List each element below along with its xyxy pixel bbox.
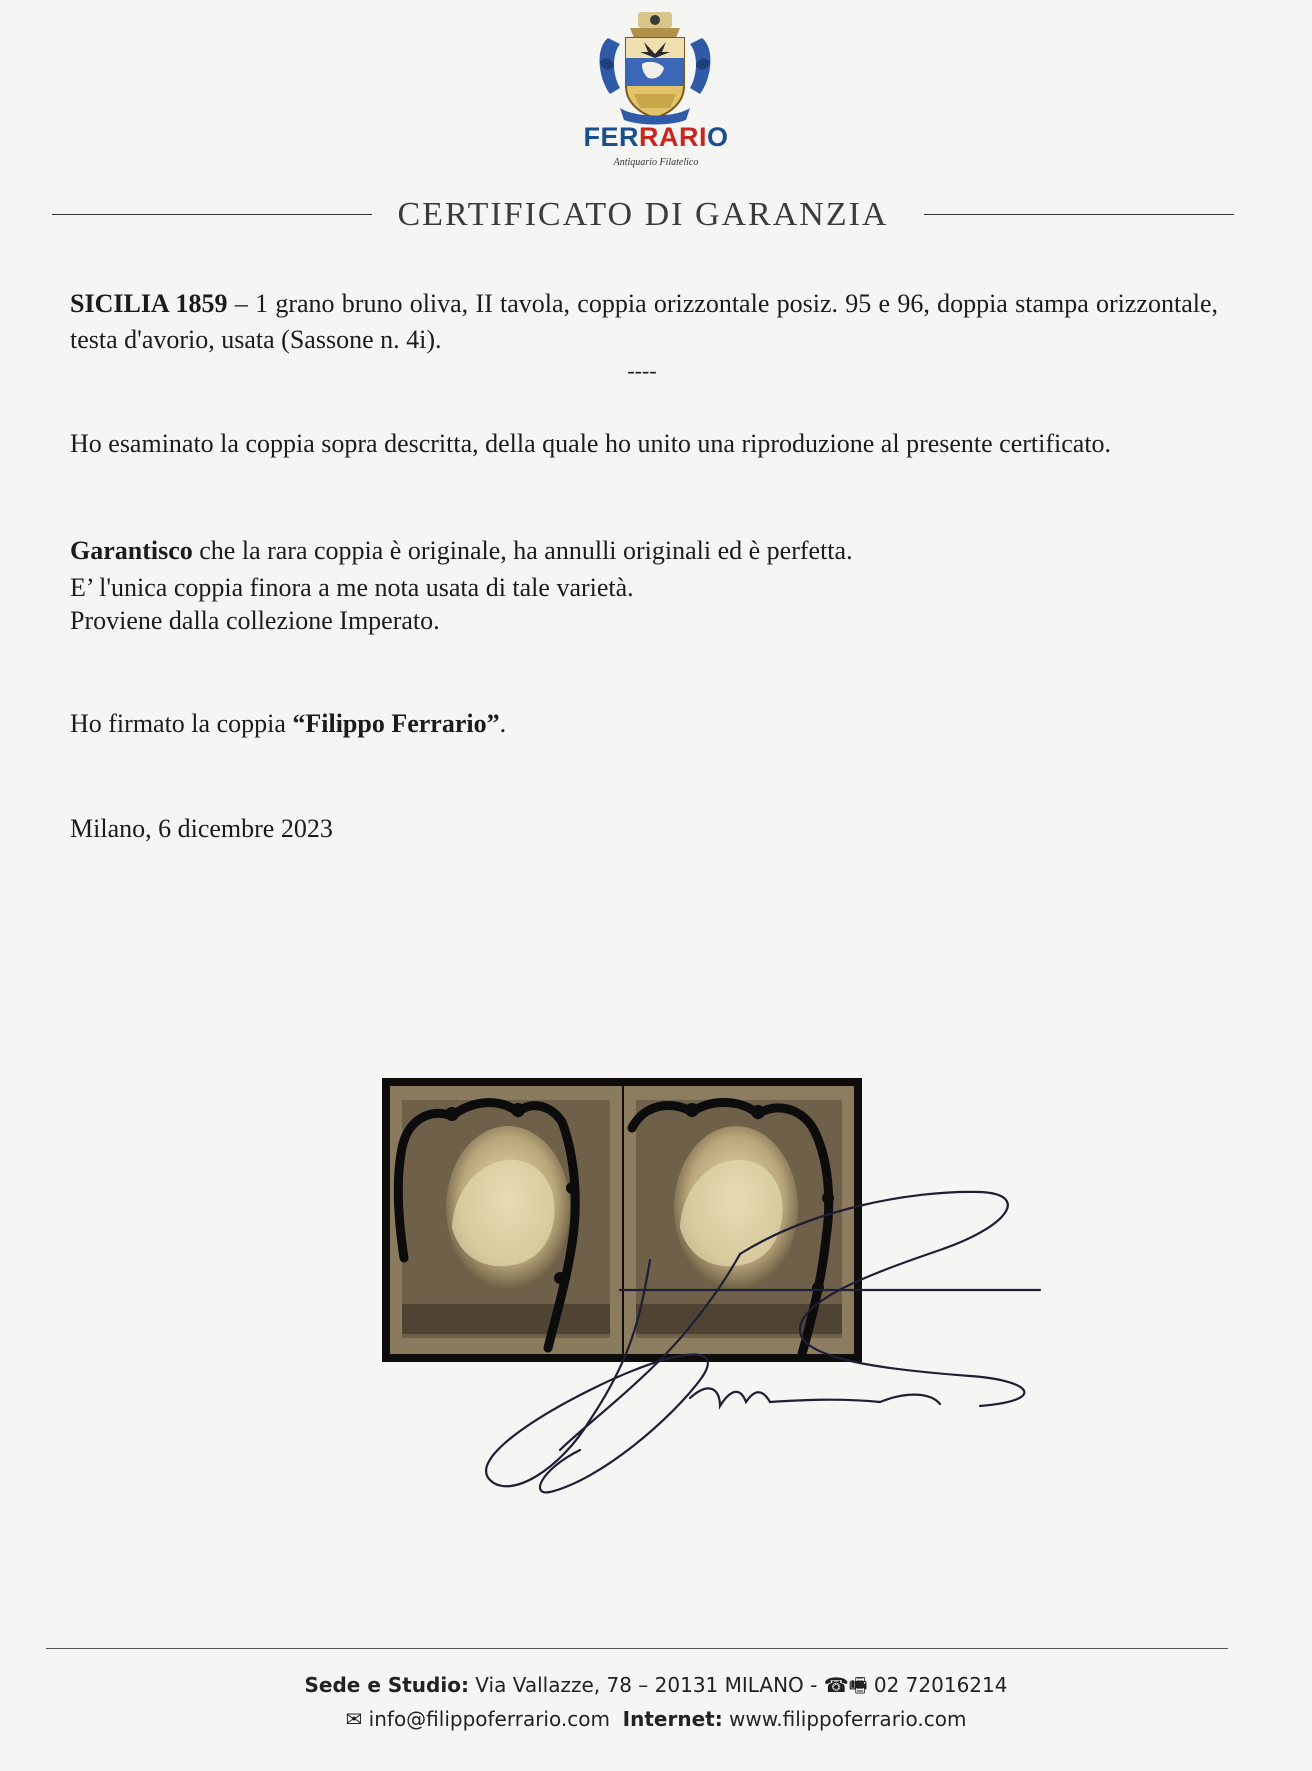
title-divider-left	[52, 214, 372, 215]
signed-statement: Ho firmato la coppia “Filippo Ferrario”.	[70, 709, 507, 738]
title-row	[52, 196, 1234, 236]
mail-icon: ✉	[345, 1707, 363, 1731]
footer-address-label: Sede e Studio:	[304, 1673, 469, 1697]
phone-fax-icon: ☎🖷	[823, 1673, 868, 1697]
footer-internet-label: Internet:	[622, 1707, 723, 1731]
footer-contact-line	[0, 1707, 1312, 1731]
handwritten-signature	[470, 1180, 1150, 1520]
footer-phone: 02 72016214	[867, 1673, 1008, 1697]
footer-address-line	[0, 1671, 1312, 1705]
stamp-description	[70, 286, 1218, 358]
description-heading: SICILIA 1859	[70, 289, 228, 318]
place-and-date: Milano, 6 dicembre 2023	[70, 814, 333, 843]
footer-divider	[46, 1648, 1228, 1649]
footer-email[interactable]: info@filippoferrario.com	[362, 1707, 610, 1731]
brand-tagline: Antiquario Filatelico	[613, 157, 699, 168]
separator: ----	[627, 358, 657, 383]
guarantee-line-1: Garantisco che la rara coppia è originale, ha annulli originali ed è perfetta.	[70, 536, 853, 565]
footer-website[interactable]: www.filippoferrario.com	[722, 1707, 967, 1731]
footer-address: Via Vallazze, 78 – 20131 MILANO -	[468, 1673, 824, 1697]
description-text: – 1 grano bruno oliva, II tavola, coppia orizzontale posiz. 95 e 96, doppia stampa orizzontale, testa d'avorio, usata (Sassone n. 4i).	[70, 289, 1218, 354]
examination-statement: Ho esaminato la coppia sopra descritta, della quale ho unito una riproduzione al presente certificato.	[70, 429, 1112, 458]
title-divider-right	[924, 214, 1234, 215]
guarantee-heading: Garantisco	[70, 536, 193, 565]
signer-name: “Filippo Ferrario”	[292, 709, 500, 738]
ferrario-crest-logo	[590, 8, 720, 126]
guarantee-line-3: Proviene dalla collezione Imperato.	[70, 606, 440, 635]
certificate-title: CERTIFICATO DI GARANZIA	[397, 196, 889, 233]
brand-name: FERRARIO	[583, 122, 729, 152]
guarantee-line-2: E’ l'unica coppia finora a me nota usata di tale varietà.	[70, 573, 634, 602]
